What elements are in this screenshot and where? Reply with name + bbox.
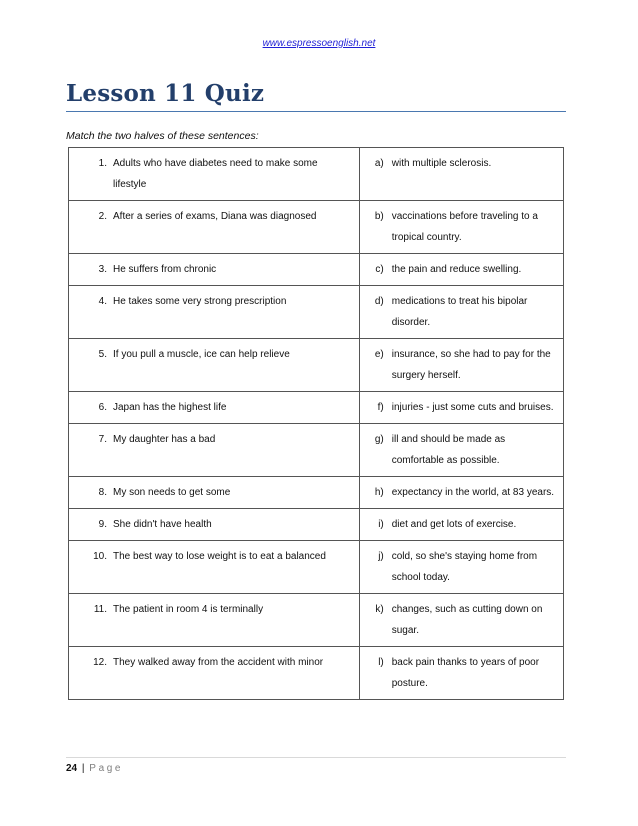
table-row <box>69 647 564 700</box>
sentence-end-text: changes, such as cutting down on sugar. <box>391 604 543 636</box>
sentence-end-cell <box>359 339 563 392</box>
item-number: 6. <box>98 402 107 413</box>
footer-rule <box>66 757 566 758</box>
item-number: 11. <box>93 604 107 615</box>
sentence-start-item <box>69 546 353 567</box>
sentence-end-item <box>360 291 557 333</box>
item-number: 4. <box>98 296 107 307</box>
sentence-start-cell <box>69 392 360 424</box>
footer-separator: | <box>81 763 85 774</box>
item-letter: f) <box>377 402 384 413</box>
sentence-start-cell <box>69 201 360 254</box>
sentence-start-text: The patient in room 4 is terminally <box>113 604 264 615</box>
item-letter: i) <box>378 519 384 530</box>
sentence-start-item <box>69 291 353 312</box>
table-row <box>69 148 564 201</box>
table-row <box>69 424 564 477</box>
page-footer <box>66 763 123 774</box>
table-row <box>69 477 564 509</box>
sentence-start-text: My daughter has a bad <box>113 434 216 445</box>
item-number: 2. <box>98 211 107 222</box>
sentence-start-item <box>69 397 353 418</box>
sentence-start-cell <box>69 254 360 286</box>
sentence-start-text: After a series of exams, Diana was diagnosed <box>113 211 317 222</box>
table-row <box>69 339 564 392</box>
sentence-end-text: with multiple sclerosis. <box>391 158 492 169</box>
sentence-start-item <box>69 514 353 535</box>
sentence-start-text: Japan has the highest life <box>113 402 227 413</box>
sentence-end-item <box>360 652 557 694</box>
quiz-instructions: Match the two halves of these sentences: <box>66 130 259 142</box>
sentence-start-item <box>69 206 353 227</box>
sentence-start-text: The best way to lose weight is to eat a balanced <box>113 551 326 562</box>
title-underline <box>66 111 566 112</box>
item-number: 8. <box>98 487 107 498</box>
sentence-end-text: the pain and reduce swelling. <box>391 264 522 275</box>
item-number: 3. <box>98 264 107 275</box>
sentence-start-cell <box>69 541 360 594</box>
sentence-end-item <box>360 259 557 280</box>
sentence-end-cell <box>359 392 563 424</box>
sentence-start-item <box>69 153 353 195</box>
matching-table <box>68 147 564 700</box>
sentence-end-cell <box>359 424 563 477</box>
sentence-end-text: expectancy in the world, at 83 years. <box>391 487 555 498</box>
sentence-start-item <box>69 482 353 503</box>
item-letter: e) <box>374 349 384 360</box>
sentence-start-item <box>69 652 353 673</box>
sentence-end-cell <box>359 286 563 339</box>
sentence-end-item <box>360 514 557 535</box>
sentence-start-text: If you pull a muscle, ice can help relieve <box>113 349 290 360</box>
sentence-start-cell <box>69 509 360 541</box>
header-website-link[interactable]: www.espressoenglish.net <box>262 38 376 49</box>
page-title: Lesson 11 Quiz <box>66 80 265 107</box>
sentence-start-cell <box>69 286 360 339</box>
item-number: 5. <box>98 349 107 360</box>
sentence-end-text: ill and should be made as comfortable as possible. <box>391 434 506 466</box>
sentence-start-text: He takes some very strong prescription <box>113 296 287 307</box>
item-letter: b) <box>374 211 384 222</box>
item-letter: d) <box>374 296 384 307</box>
sentence-end-text: vaccinations before traveling to a tropical country. <box>391 211 538 243</box>
page-label: Page <box>89 763 124 774</box>
sentence-end-item <box>360 429 557 471</box>
sentence-start-cell <box>69 647 360 700</box>
table-row <box>69 541 564 594</box>
sentence-end-item <box>360 482 557 503</box>
sentence-end-cell <box>359 594 563 647</box>
sentence-start-cell <box>69 594 360 647</box>
sentence-start-text: Adults who have diabetes need to make some lifestyle <box>113 158 318 190</box>
sentence-end-item <box>360 599 557 641</box>
table-row <box>69 594 564 647</box>
table-row <box>69 201 564 254</box>
table-row <box>69 254 564 286</box>
item-number: 7. <box>98 434 107 445</box>
sentence-start-cell <box>69 339 360 392</box>
sentence-end-cell <box>359 647 563 700</box>
item-number: 1. <box>98 158 107 169</box>
sentence-start-text: She didn't have health <box>113 519 212 530</box>
sentence-end-item <box>360 344 557 386</box>
sentence-start-text: They walked away from the accident with minor <box>113 657 324 668</box>
sentence-end-text: back pain thanks to years of poor posture. <box>391 657 540 689</box>
item-letter: a) <box>374 158 384 169</box>
sentence-end-text: injuries - just some cuts and bruises. <box>391 402 554 413</box>
sentence-end-text: insurance, so she had to pay for the surgery herself. <box>391 349 551 381</box>
sentence-end-cell <box>359 201 563 254</box>
item-letter: g) <box>374 434 384 445</box>
sentence-end-item <box>360 206 557 248</box>
sentence-end-text: medications to treat his bipolar disorder. <box>391 296 528 328</box>
sentence-end-cell <box>359 477 563 509</box>
sentence-end-item <box>360 397 557 418</box>
item-letter: l) <box>378 657 384 668</box>
sentence-start-text: He suffers from chronic <box>113 264 217 275</box>
table-row <box>69 286 564 339</box>
sentence-end-text: cold, so she's staying home from school today. <box>391 551 538 583</box>
matching-table-body <box>69 148 564 700</box>
sentence-start-item <box>69 344 353 365</box>
sentence-start-item <box>69 429 353 450</box>
sentence-start-item <box>69 259 353 280</box>
sentence-start-cell <box>69 477 360 509</box>
sentence-end-cell <box>359 148 563 201</box>
sentence-start-cell <box>69 148 360 201</box>
item-letter: k) <box>375 604 384 615</box>
page-number: 24 <box>66 763 78 774</box>
sentence-end-cell <box>359 509 563 541</box>
sentence-start-text: My son needs to get some <box>113 487 231 498</box>
sentence-end-item <box>360 546 557 588</box>
sentence-start-cell <box>69 424 360 477</box>
sentence-start-item <box>69 599 353 620</box>
sentence-end-text: diet and get lots of exercise. <box>391 519 517 530</box>
table-row <box>69 509 564 541</box>
item-letter: h) <box>374 487 384 498</box>
sentence-end-item <box>360 153 557 174</box>
item-number: 9. <box>98 519 107 530</box>
item-letter: j) <box>378 551 384 562</box>
item-number: 10. <box>93 551 107 562</box>
table-row <box>69 392 564 424</box>
item-letter: c) <box>375 264 384 275</box>
item-number: 12. <box>93 657 107 668</box>
sentence-end-cell <box>359 541 563 594</box>
sentence-end-cell <box>359 254 563 286</box>
